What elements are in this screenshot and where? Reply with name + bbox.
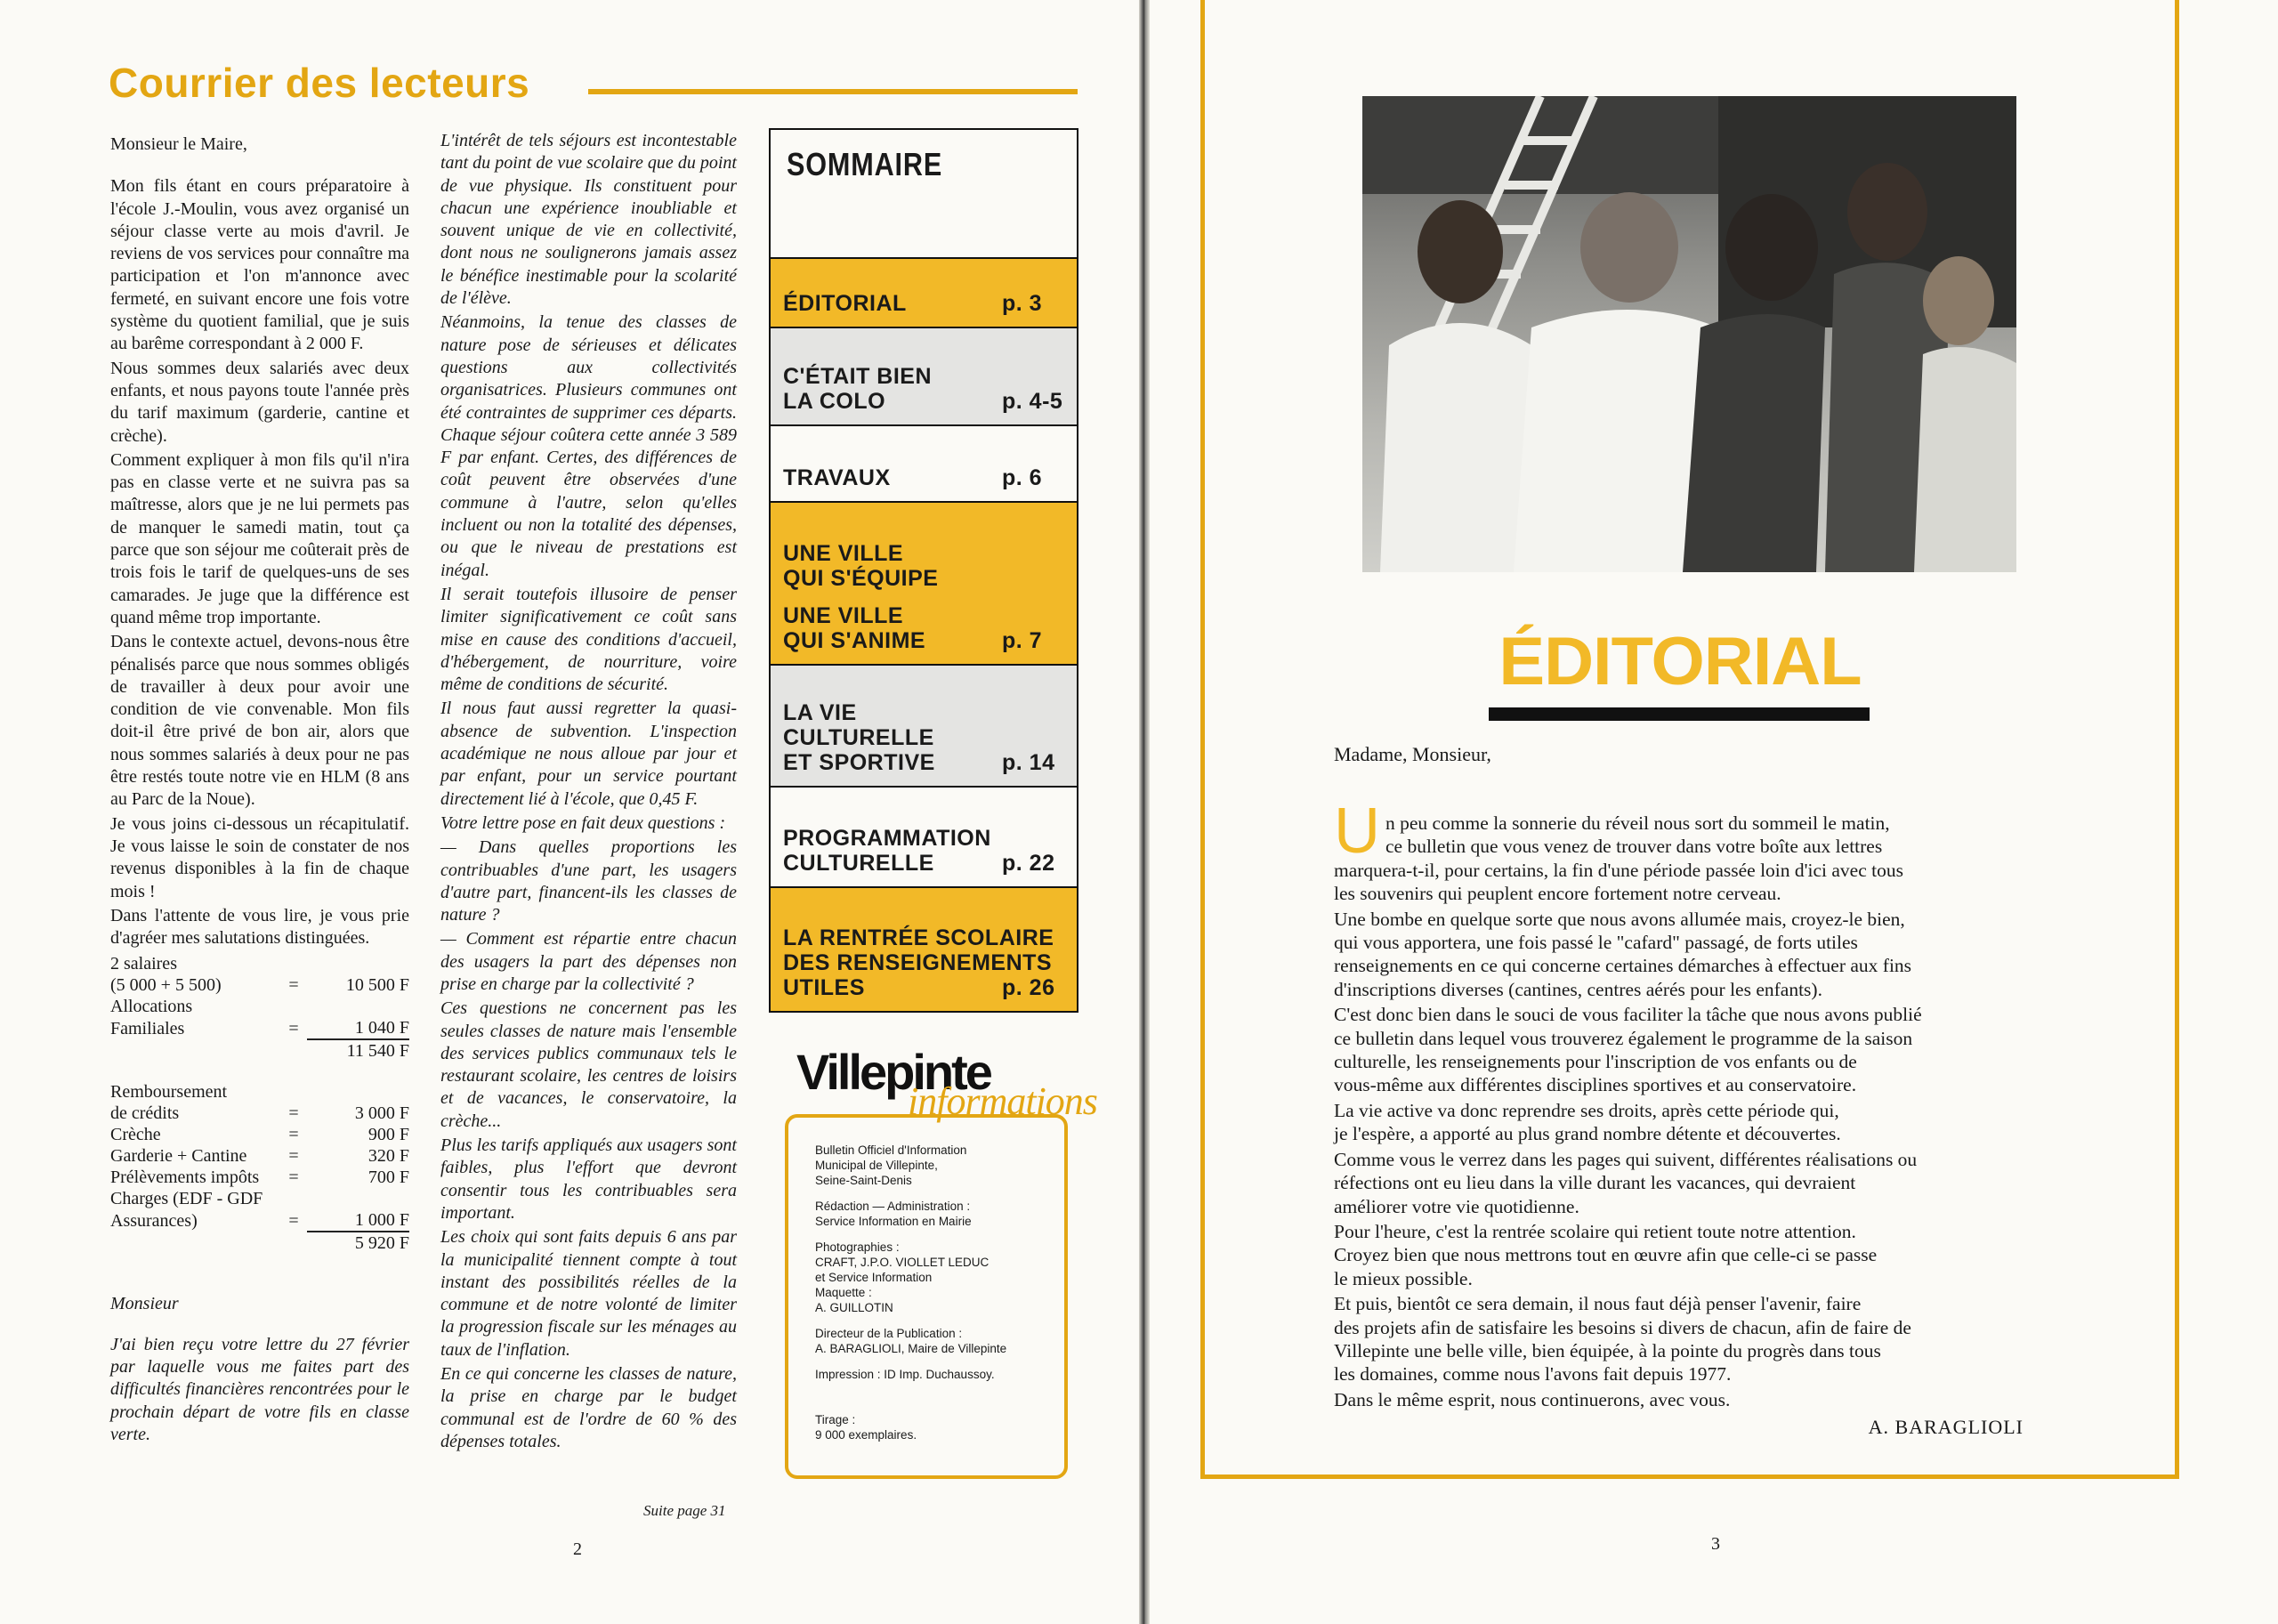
toc-item-label bbox=[783, 826, 991, 876]
section-title: Courrier des lecteurs bbox=[109, 60, 530, 106]
budget-spacer bbox=[110, 1232, 307, 1254]
page-number-left: 2 bbox=[573, 1539, 582, 1559]
letter-paragraph: Dans le contexte actuel, devons-nous être pénalisés parce que nous sommes obligés de travailler à deux pour avoir une condition de vie convenable. Mon fils doit-il être privé de bon air, alors que nous sommes salariés à deux pour ne pas être restés toute notre vie en HLM (8 ans au Parc de la Noue). bbox=[110, 632, 409, 810]
toc-page-number: p. 3 bbox=[1002, 291, 1043, 316]
editorial-line: ce bulletin dans lequel vous trouverez également le programme de la saison bbox=[1334, 1027, 1913, 1049]
masthead-line: et Service Information bbox=[815, 1271, 933, 1284]
budget-row bbox=[110, 1124, 409, 1145]
reply-salutation: Monsieur bbox=[110, 1294, 179, 1314]
page-number-right: 3 bbox=[1711, 1534, 1720, 1554]
budget-label: Assurances) bbox=[110, 1211, 198, 1232]
editorial-line: C'est donc bien dans le souci de vous faciliter la tâche que nous avons publié bbox=[1334, 1004, 1922, 1026]
reply-paragraph: Ces questions ne concernent pas les seules classes de nature mais l'ensemble des services publics communaux tels le restaurant scolaire, les centres de loisirs et de vacances, le conservatoire, la crèche... bbox=[440, 998, 737, 1131]
toc-label-line: TRAVAUX bbox=[783, 465, 891, 490]
editorial-title: ÉDITORIAL bbox=[1498, 624, 1862, 699]
toc-page-number: p. 26 bbox=[1002, 975, 1055, 1000]
budget-equals: = bbox=[288, 1103, 299, 1124]
toc-label-line: CULTURELLE bbox=[783, 851, 934, 876]
editorial-line: les domaines, comme nous l'avons fait depuis 1977. bbox=[1334, 1363, 1732, 1386]
editorial-paragraph bbox=[1334, 1292, 2037, 1386]
budget-equals: = bbox=[288, 1211, 299, 1232]
editorial-line: Pour l'heure, c'est la rentrée scolaire qui retient toute notre attention. bbox=[1334, 1220, 1856, 1242]
budget-amount: 10 500 F bbox=[345, 975, 409, 996]
budget-total-row bbox=[110, 1232, 409, 1254]
budget-amount: 1 040 F bbox=[307, 1017, 409, 1039]
reply-paragraph: Plus les tarifs appliqués aux usagers sont faibles, plus l'effort que devront consentir tous les contribuables sera important. bbox=[440, 1135, 737, 1223]
editorial-line: marquera-t-il, pour certains, la fin d'une période passée loin d'ici avec tous bbox=[1334, 859, 1903, 881]
budget-label: (5 000 + 5 500) bbox=[110, 975, 222, 996]
toc-label-line: QUI S'ÉQUIPE bbox=[783, 566, 939, 591]
budget-row bbox=[110, 1209, 409, 1232]
toc-page-number: p. 22 bbox=[1002, 851, 1055, 876]
drop-cap: U bbox=[1334, 796, 1380, 867]
masthead-block bbox=[815, 1240, 1052, 1315]
page-gutter bbox=[1139, 0, 1150, 1624]
budget-amount: 3 000 F bbox=[354, 1103, 409, 1124]
toc-item-label bbox=[783, 700, 935, 775]
masthead-line: Tirage : bbox=[815, 1413, 856, 1426]
budget-row bbox=[110, 1017, 409, 1039]
masthead-block bbox=[815, 1367, 1052, 1382]
budget-label: Familiales bbox=[110, 1019, 185, 1039]
title-rule bbox=[588, 89, 1078, 94]
editorial-paragraph bbox=[1334, 1003, 2037, 1097]
budget-equals: = bbox=[288, 1168, 299, 1188]
budget-equals: = bbox=[288, 975, 299, 996]
letter-paragraph: Monsieur le Maire, bbox=[110, 134, 247, 154]
budget-total: 5 920 F bbox=[354, 1233, 409, 1254]
toc-item[interactable] bbox=[771, 501, 1077, 664]
reply-column bbox=[440, 130, 737, 1455]
masthead-line: Seine-Saint-Denis bbox=[815, 1174, 912, 1187]
editorial-photo bbox=[1362, 96, 2016, 572]
letter-paragraph: Comment expliquer à mon fils qu'il n'ira pas en classe verte et ne suivra pas sa maîtresse, alors que je ne lui permets pas de manquer le samedi matin, tout ça parce que son séjour me coûterait près de trois fois le tarif de quelques-uns de ses camarades. Je juge que la différence est quand même trop importante. bbox=[110, 449, 409, 627]
masthead-line: Municipal de Villepinte, bbox=[815, 1159, 938, 1172]
editorial-body bbox=[1334, 812, 2037, 1413]
toc-item-label bbox=[783, 364, 932, 414]
budget-total-row bbox=[110, 1039, 409, 1062]
editorial-line: Une bombe en quelque sorte que nous avons allumée mais, croyez-le bien, bbox=[1334, 908, 1905, 930]
masthead-block bbox=[815, 1143, 1052, 1188]
toc-label-line: DES RENSEIGNEMENTS bbox=[783, 950, 1053, 975]
toc-item-label bbox=[783, 541, 938, 653]
toc-label-line: CULTURELLE bbox=[783, 725, 934, 750]
letter-column bbox=[110, 133, 409, 1448]
budget-label-row bbox=[110, 1188, 409, 1209]
toc-label-line: UNE VILLE bbox=[783, 603, 904, 628]
letter-paragraph: Nous sommes deux salariés avec deux enfants, et nous payons toute l'année près du tarif maximum (garderie, cantine et crèche). bbox=[110, 358, 409, 446]
editorial-line: culturelle, les renseignements pour l'inscription de vos enfants ou de bbox=[1334, 1051, 1857, 1073]
budget-label: Garderie + Cantine bbox=[110, 1146, 247, 1167]
toc-item[interactable] bbox=[771, 327, 1077, 424]
toc-item[interactable] bbox=[771, 424, 1077, 501]
budget-label: de crédits bbox=[110, 1103, 180, 1124]
editorial-line: Dans le même esprit, nous continuerons, avec vous. bbox=[1334, 1388, 1731, 1410]
toc-label-line: ÉDITORIAL bbox=[783, 291, 907, 316]
toc-label-line: LA COLO bbox=[783, 389, 886, 414]
budget-row bbox=[110, 1167, 409, 1188]
budget-equals: = bbox=[288, 1146, 299, 1167]
editorial-line: je l'espère, a apporté au plus grand nombre détente et découvertes. bbox=[1334, 1123, 1841, 1145]
budget-label: Charges (EDF - GDF bbox=[110, 1189, 263, 1209]
editorial-paragraph bbox=[1334, 1148, 2037, 1218]
toc-item-label bbox=[783, 291, 907, 316]
logo-villepinte: Villepinte bbox=[796, 1044, 990, 1100]
toc-item-label bbox=[783, 465, 891, 490]
masthead-line: Maquette : bbox=[815, 1286, 872, 1299]
letter-text bbox=[110, 133, 409, 949]
toc-label-line: LA RENTRÉE SCOLAIRE bbox=[783, 925, 1054, 950]
reply-paragraph: Néanmoins, la tenue des classes de nature pose de sérieuses et délicates questions aux collectivités organisatrices. Plusieurs communes ont été contraintes de supprimer ces départs. Chaque séjour coûtera cette année 3 589 F par enfant. Certes, des différences de coût peuvent être observées d'une commune à l'autre, selon qu'elles incluent ou non la totalité des dépenses, ou que le niveau de prestations est inégal. bbox=[440, 312, 737, 580]
reply-paragraph: Les choix qui sont faits depuis 6 ans par la municipalité tiennent compte à tout instant des possibilités réelles de la commune et de notre volonté de limiter la progression fiscale sur les ménages au taux de l'inflation. bbox=[440, 1227, 737, 1360]
editorial-line: le mieux possible. bbox=[1334, 1267, 1473, 1289]
reply-paragraph: Votre lettre pose en fait deux questions : bbox=[440, 812, 726, 833]
reply-paragraph: En ce qui concerne les classes de nature, la prise en charge par le budget communal est de l'ordre de 60 % des dépenses totales. bbox=[440, 1364, 737, 1451]
editorial-salutation: Madame, Monsieur, bbox=[1334, 743, 1491, 765]
editorial-line: n peu comme la sonnerie du réveil nous sort du sommeil le matin, bbox=[1385, 812, 1890, 834]
reply-paragraph: J'ai bien reçu votre lettre du 27 février par laquelle vous me faites part des difficultés financières rencontrées pour le prochain départ de votre fils en classe verte. bbox=[110, 1334, 409, 1444]
budget-label: Allocations bbox=[110, 997, 193, 1017]
budget-amount: 320 F bbox=[368, 1146, 409, 1167]
toc-label-line bbox=[783, 591, 938, 603]
masthead-line: Photographies : bbox=[815, 1240, 900, 1254]
toc-item[interactable] bbox=[771, 786, 1077, 886]
masthead-line: Rédaction — Administration : bbox=[815, 1200, 971, 1213]
editorial-title-bar bbox=[1489, 707, 1870, 721]
toc-label-line: ET SPORTIVE bbox=[783, 750, 935, 775]
masthead-line: CRAFT, J.P.O. VIOLLET LEDUC bbox=[815, 1256, 990, 1269]
budget-equals: = bbox=[288, 1019, 299, 1039]
budget-spacer bbox=[110, 1039, 307, 1062]
editorial-signature: A. BARAGLIOLI bbox=[1868, 1416, 2024, 1438]
budget-label: Prélèvements impôts bbox=[110, 1168, 260, 1188]
budget-label: Remboursement bbox=[110, 1082, 228, 1103]
toc-label-line: PROGRAMMATION bbox=[783, 826, 991, 851]
editorial-line: Et puis, bientôt ce sera demain, il nous faut déjà penser l'avenir, faire bbox=[1334, 1293, 1862, 1315]
editorial-paragraph bbox=[1334, 1388, 2037, 1411]
budget-table bbox=[110, 953, 409, 1254]
editorial-line: renseignements en ce qui concerne certaines démarches à effectuer aux fins bbox=[1334, 955, 1912, 977]
budget-amount: 1 000 F bbox=[307, 1209, 409, 1232]
table-of-contents bbox=[769, 128, 1078, 1013]
editorial-line: réfections ont eu lieu dans la ville durant les vacances, qui devraient bbox=[1334, 1172, 1856, 1194]
editorial-line: Villepinte une belle ville, bien équipée, à la pointe du progrès dans tous bbox=[1334, 1339, 1881, 1361]
budget-amount: 900 F bbox=[368, 1125, 409, 1145]
letter-paragraph: Je vous joins ci-dessous un récapitulatif. Je vous laisse le soin de constater de nos revenus disponibles à la fin de chaque mois ! bbox=[110, 813, 409, 901]
toc-label-line: C'ÉTAIT BIEN bbox=[783, 364, 933, 389]
budget-total: 11 540 F bbox=[346, 1041, 409, 1062]
reply-paragraph: Il nous faut aussi regretter la quasi-absence de subvention. L'inspection académique ne nous alloue par jour et par enfant, pour un service pourtant directement lié à l'école, que 0,45 F. bbox=[440, 699, 737, 809]
masthead-line: 9 000 exemplaires. bbox=[815, 1428, 917, 1442]
toc-label-line: QUI S'ANIME bbox=[783, 628, 926, 653]
masthead-line: A. BARAGLIOLI, Maire de Villepinte bbox=[815, 1342, 1007, 1355]
toc-label-line: UNE VILLE bbox=[783, 541, 904, 566]
toc-label-line: LA VIE bbox=[783, 700, 857, 725]
budget-label: 2 salaires bbox=[110, 954, 177, 974]
editorial-line: les souvenirs qui peuplent encore fortement notre cerveau. bbox=[1334, 883, 1781, 905]
editorial-paragraph bbox=[1334, 812, 2037, 906]
toc-label-line: UTILES bbox=[783, 975, 865, 1000]
editorial-line: ce bulletin que vous venez de trouver dans votre boîte aux lettres bbox=[1385, 836, 1883, 858]
toc-item[interactable] bbox=[771, 257, 1077, 327]
masthead-box bbox=[785, 1114, 1068, 1479]
budget-amount: 700 F bbox=[368, 1168, 409, 1188]
masthead-block bbox=[815, 1326, 1052, 1356]
masthead-line: Impression : ID Imp. Duchaussoy. bbox=[815, 1368, 995, 1381]
continued-note: Suite page 31 bbox=[643, 1502, 726, 1519]
budget-row bbox=[110, 974, 409, 996]
reply-paragraph: — Comment est répartie entre chacun des usagers la part des dépenses non prise en charge par la collectivité ? bbox=[440, 929, 737, 994]
toc-title: SOMMAIRE bbox=[787, 146, 943, 182]
editorial-line: des projets afin de satisfaire les besoins si divers de chacun, afin de faire de bbox=[1334, 1316, 1911, 1338]
toc-page-number: p. 6 bbox=[1002, 465, 1043, 490]
letter-paragraph: Mon fils étant en cours préparatoire à l'école J.-Moulin, vous avez organisé un séjour classe verte au mois d'avril. Je reviens de vos services pour connaître ma participation et l'on m'annonce avec fermeté, en suivant encore une fois votre système du quotient familial, que je suis au barême correspondant à 2 000 F. bbox=[110, 176, 409, 354]
toc-page-number: p. 4-5 bbox=[1002, 389, 1063, 414]
budget-row bbox=[110, 1103, 409, 1124]
toc-item[interactable] bbox=[771, 886, 1077, 1011]
reply-paragraph: Il serait toutefois illusoire de penser limiter significativement ce coût sans mise en cause des conditions d'accueil, d'hébergement, de nourriture, voire même de conditions de sécurité. bbox=[440, 584, 737, 695]
editorial-line: améliorer votre vie quotidienne. bbox=[1334, 1195, 1579, 1217]
budget-label: Crèche bbox=[110, 1125, 161, 1145]
photo-people-ladder bbox=[1362, 96, 2016, 572]
reply-paragraph: — Dans quelles proportions les contribuables d'une part, les usagers d'autre part, financent-ils les classes de nature ? bbox=[440, 837, 737, 925]
budget-row bbox=[110, 1145, 409, 1167]
budget-equals: = bbox=[288, 1125, 299, 1145]
masthead-block bbox=[815, 1412, 1052, 1442]
editorial-paragraph bbox=[1334, 1099, 2037, 1146]
editorial-line: Comme vous le verrez dans les pages qui suivent, différentes réalisations ou bbox=[1334, 1148, 1918, 1170]
budget-label-row bbox=[110, 953, 409, 974]
editorial-line: vous-même aux différentes disciplines sportives et au conservatoire. bbox=[1334, 1074, 1857, 1096]
editorial-paragraph bbox=[1334, 1220, 2037, 1290]
masthead-line: A. GUILLOTIN bbox=[815, 1301, 893, 1314]
logo-informations: informations bbox=[908, 1079, 1097, 1123]
editorial-line: La vie active va donc reprendre ses droits, après cette période qui, bbox=[1334, 1099, 1839, 1121]
toc-page-number: p. 7 bbox=[1002, 628, 1043, 653]
reply-paragraph: L'intérêt de tels séjours est incontestable tant du point de vue scolaire que du point de vue physique. Ils constituent pour chacun une expérience inoubliable et souvent unique de vie en collectivité, dont nous ne soulignerons jamais assez le bénéfice inestimable pour la scolarité de l'élève. bbox=[440, 131, 737, 309]
toc-item[interactable] bbox=[771, 664, 1077, 786]
budget-label-row bbox=[110, 996, 409, 1017]
budget-label-row bbox=[110, 1062, 409, 1103]
editorial-line: d'inscriptions diverses (cantines, centres aérés pour les enfants). bbox=[1334, 978, 1822, 1000]
masthead-line: Directeur de la Publication : bbox=[815, 1327, 963, 1340]
editorial-paragraph bbox=[1334, 908, 2037, 1002]
masthead-line: Bulletin Officiel d'Information bbox=[815, 1143, 967, 1157]
masthead-line: Service Information en Mairie bbox=[815, 1215, 972, 1228]
letter-paragraph: Dans l'attente de vous lire, je vous prie d'agréer mes salutations distinguées. bbox=[110, 905, 409, 949]
editorial-line: Croyez bien que nous mettrons tout en œuvre afin que celle-ci se passe bbox=[1334, 1244, 1878, 1266]
masthead-block bbox=[815, 1199, 1052, 1229]
toc-page-number: p. 14 bbox=[1002, 750, 1055, 775]
editorial-line: qui vous apportera, une fois passé le "cafard" passagé, de forts utiles bbox=[1334, 932, 1858, 954]
